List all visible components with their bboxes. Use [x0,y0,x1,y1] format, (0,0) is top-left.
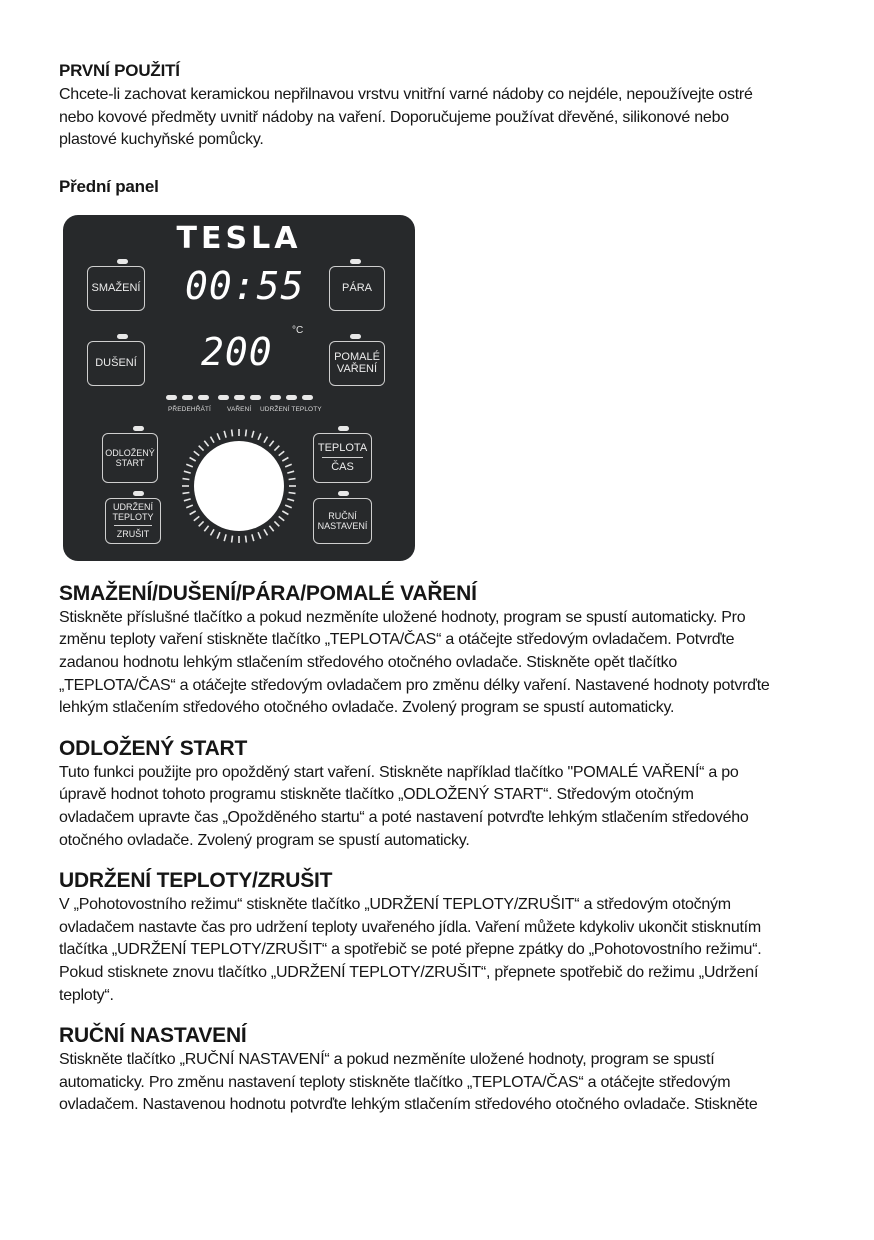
knob-tick [285,464,292,467]
first-use-text [59,84,819,152]
page-content [59,58,819,1117]
first-use-line: Chcete-li zachovat keramickou nepřilnavou vrstvu vnitřní varné nádoby co nejdéle, nepoužívejte ostré [59,86,753,103]
keepwarm-line: V „Pohotovostního režimu“ stiskněte tlačítko „UDRŽENÍ TEPLOTY/ZRUŠIT“ a středovým otočným [59,896,731,914]
steam-button[interactable] [329,266,385,311]
delay-line: úpravě hodnot tohoto programu stiskněte tlačítko „ODLOŽENÝ START“. Středovým otočným [59,786,694,804]
knob-tick [252,431,254,438]
slow-cook-button[interactable] [329,341,385,386]
keepwarm-section-text [59,894,819,1007]
keepwarm-section-title: UDRŽENÍ TEPLOTY/ZRUŠIT [59,869,333,893]
knob-tick [194,451,200,455]
keepwarm-line: ovladačem nastavte čas pro udržení teploty uvařeného jídla. Vaření můžete kdykoliv ukončit stisknutím [59,918,761,936]
knob-tick [287,471,294,473]
keep-warm-label-2: TEPLOTY [112,512,154,523]
knob-tick [232,535,233,542]
fry-section-text [59,607,819,720]
knob-tick [246,535,247,542]
delay-start-label-2: START [115,457,145,468]
knob-tick [246,429,247,436]
keepwarm-line: tlačítka „UDRŽENÍ TEPLOTY/ZRUŠIT“ a spotřebič se poté přepne zpátky do „Pohotovostního režimu“. [59,941,762,959]
fry-line: změnu teploty vaření stiskněte tlačítko „TEPLOTA/ČAS“ a otáčejte středovým ovladačem. Potvrďte [59,631,735,649]
fry-led [117,259,128,264]
knob-tick [204,441,208,447]
knob-tick [269,441,273,447]
knob-tick [279,451,285,455]
mode-led [286,395,297,400]
knob-tick [289,478,296,479]
knob-tick [282,511,288,515]
knob-tick [252,534,254,541]
keep-warm-cancel-button[interactable] [105,498,161,544]
fry-section-title: SMAŽENÍ/DUŠENÍ/PÁRA/POMALÉ VAŘENÍ [59,581,477,605]
knob-tick [274,521,279,526]
manual-settings-button[interactable] [313,498,372,544]
knob-tick [224,534,226,541]
manual-line: Stiskněte tlačítko „RUČNÍ NASTAVENÍ“ a pokud nezměníte uložené hodnoty, program se spustí [59,1051,715,1069]
manual-line: automaticky. Pro změnu nastavení teploty stiskněte tlačítko „TEPLOTA/ČAS“ a otáčejte středovým [59,1073,731,1091]
first-use-title: PRVNÍ POUŽITÍ [59,61,180,80]
knob-tick [217,433,220,440]
knob-tick [186,505,193,508]
knob-dial [194,441,284,531]
front-panel-title: Přední panel [59,176,159,196]
knob-tick [211,436,215,442]
stew-button[interactable] [87,341,145,386]
keepwarm-line: teploty“. [59,986,114,1004]
knob-tick [264,529,268,535]
knob-tick [258,532,261,539]
stew-label: DUŠENÍ [95,357,137,370]
fry-line: „TEPLOTA/ČAS“ a otáčejte středovým ovladačem pro změnu délky vaření. Nastavené hodnoty potvrďte [59,676,770,694]
manual-label-1: RUČNÍ [328,510,357,521]
knob-tick [282,457,288,461]
button-divider [322,457,363,458]
temptime-led [338,426,349,431]
knob-tick [232,429,233,436]
mode-led [218,395,229,400]
front-panel-illustration [63,215,415,561]
knob-tick [279,516,285,520]
knob-tick [184,471,191,473]
time-display: 00:55 [185,263,305,308]
mode-led [270,395,281,400]
mode-led [198,395,209,400]
knob-tick [258,433,261,440]
stew-led [117,334,128,339]
manual-section-text [59,1049,819,1117]
keep-warm-mode-label: UDRŽENÍ TEPLOTY [260,405,322,413]
fry-line: Stiskněte příslušné tlačítko a pokud nezměníte uložené hodnoty, program se spustí automaticky. Pro [59,608,746,626]
knob-tick [269,525,273,531]
knob-tick [199,521,204,526]
knob-tick [224,431,226,438]
knob-tick [183,492,190,493]
delay-section-text [59,762,819,852]
knob-tick [190,457,196,461]
time-label: ČAS [331,461,354,474]
steam-led [350,259,361,264]
keepwarm-led [133,491,144,496]
fry-line: zadanou hodnotu lehkým stlačením středového otočného ovladače. Stiskněte opět tlačítko [59,653,678,671]
manual-line: ovladačem. Nastavenou hodnotu potvrďte lehkým stlačením středového otočného ovladače. Stiskněte [59,1096,758,1114]
mode-led [182,395,193,400]
slow-led [350,334,361,339]
first-use-line: nebo kovové předměty uvnitř nádoby na vaření. Doporučujeme používat dřevěné, silikonové nebo [59,108,729,126]
knob-tick [217,532,220,539]
control-knob[interactable] [164,421,314,551]
delay-line: ovladačem upravte čas „Opožděného startu“ a poté nastavení potvrďte lehkým stlačením středového [59,808,749,826]
temperature-unit: °C [292,324,304,336]
manual-section-title: RUČNÍ NASTAVENÍ [59,1024,247,1048]
mode-led [302,395,313,400]
delay-line: Tuto funkci použijte pro opožděný start vaření. Stiskněte například tlačítko "POMALÉ VAŘENÍ“ a po [59,763,739,781]
first-use-line: plastové kuchyňské pomůcky. [59,131,264,149]
fry-label: SMAŽENÍ [91,282,141,295]
knob-tick [287,499,294,501]
manual-led [338,491,349,496]
delay-start-label-1: ODLOŽENÝ [105,447,155,458]
delay-start-button[interactable] [102,433,158,483]
temperature-label: TEPLOTA [317,442,368,455]
cancel-label: ZRUŠIT [116,529,150,540]
delay-led [133,426,144,431]
knob-tick [186,464,193,467]
button-divider [114,525,153,526]
knob-tick [264,436,268,442]
temperature-time-button[interactable] [313,433,372,483]
knob-tick [184,499,191,501]
knob-tick [285,505,292,508]
steam-label: PÁRA [342,282,372,295]
temperature-display: 200 [201,329,273,374]
knob-tick [211,529,215,535]
knob-tick [183,478,190,479]
mode-led [250,395,261,400]
knob-tick [199,445,204,450]
keepwarm-line: Pokud stisknete znovu tlačítko „UDRŽENÍ TEPLOTY/ZRUŠIT“, přepnete spotřebič do režimu „Udržení [59,963,759,981]
keep-warm-label-1: UDRŽENÍ [113,502,153,513]
cooking-label: VAŘENÍ [227,405,252,413]
fry-button[interactable] [87,266,145,311]
knob-tick [289,492,296,493]
delay-section-title: ODLOŽENÝ START [59,736,248,760]
mode-led [234,395,245,400]
manual-label-2: NASTAVENÍ [317,520,368,531]
mode-led [166,395,177,400]
slow-cook-label-1: POMALÉ [334,351,380,364]
knob-tick [190,511,196,515]
delay-line: otočného ovladače. Zvolený program se spustí automaticky. [59,831,470,849]
slow-cook-label-2: VAŘENÍ [336,363,378,376]
fry-line: lehkým stlačením středového otočného ovladače. Zvolený program se spustí automaticky. [59,699,675,717]
knob-tick [194,516,200,520]
knob-tick [204,525,208,531]
knob-tick [274,445,279,450]
preheat-label: PŘEDEHŘÁTÍ [168,405,211,413]
tesla-logo: TESLA [176,220,302,256]
